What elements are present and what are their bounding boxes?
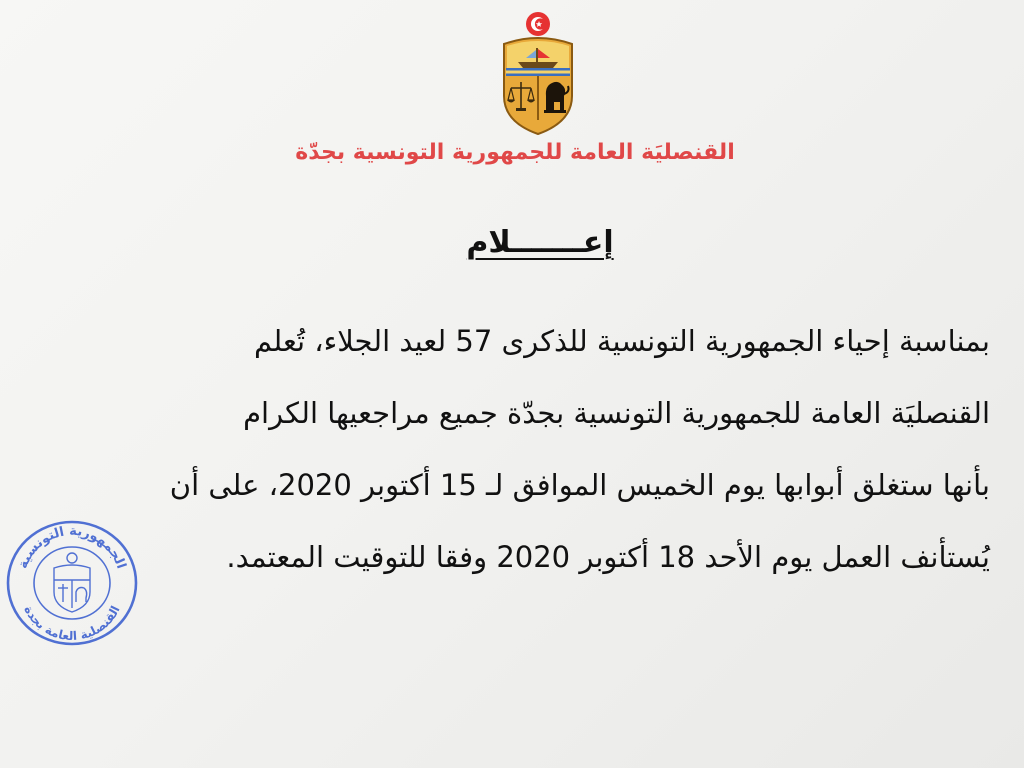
tunisia-coat-of-arms-icon: [498, 10, 578, 138]
consulate-header-title: القنصليَة العامة للجمهورية التونسية بجدّة: [295, 140, 735, 165]
body-line: يُستأنف العمل يوم الأحد 18 أكتوبر 2020 وفقا للتوقيت المعتمد.: [226, 540, 990, 574]
consulate-seal-stamp-icon: [2, 518, 142, 648]
svg-text:القنصلية العامة بجدة: القنصلية العامة بجدة: [21, 603, 123, 644]
body-line: بأنها ستغلق أبوابها يوم الخميس الموافق لـ 15 أكتوبر 2020، على أن: [169, 468, 990, 502]
svg-text:الجمهورية التونسية: الجمهورية التونسية: [15, 523, 129, 571]
announcement-body: [40, 305, 990, 593]
announcement-title: [400, 225, 680, 260]
announcement-title-text: إعـــــــلام: [466, 225, 614, 260]
body-line: القنصليَة العامة للجمهورية التونسية بجدّة جميع مراجعيها الكرام: [243, 396, 990, 430]
body-line: بمناسبة إحياء الجمهورية التونسية للذكرى 57 لعيد الجلاء، تُعلم: [254, 324, 990, 358]
